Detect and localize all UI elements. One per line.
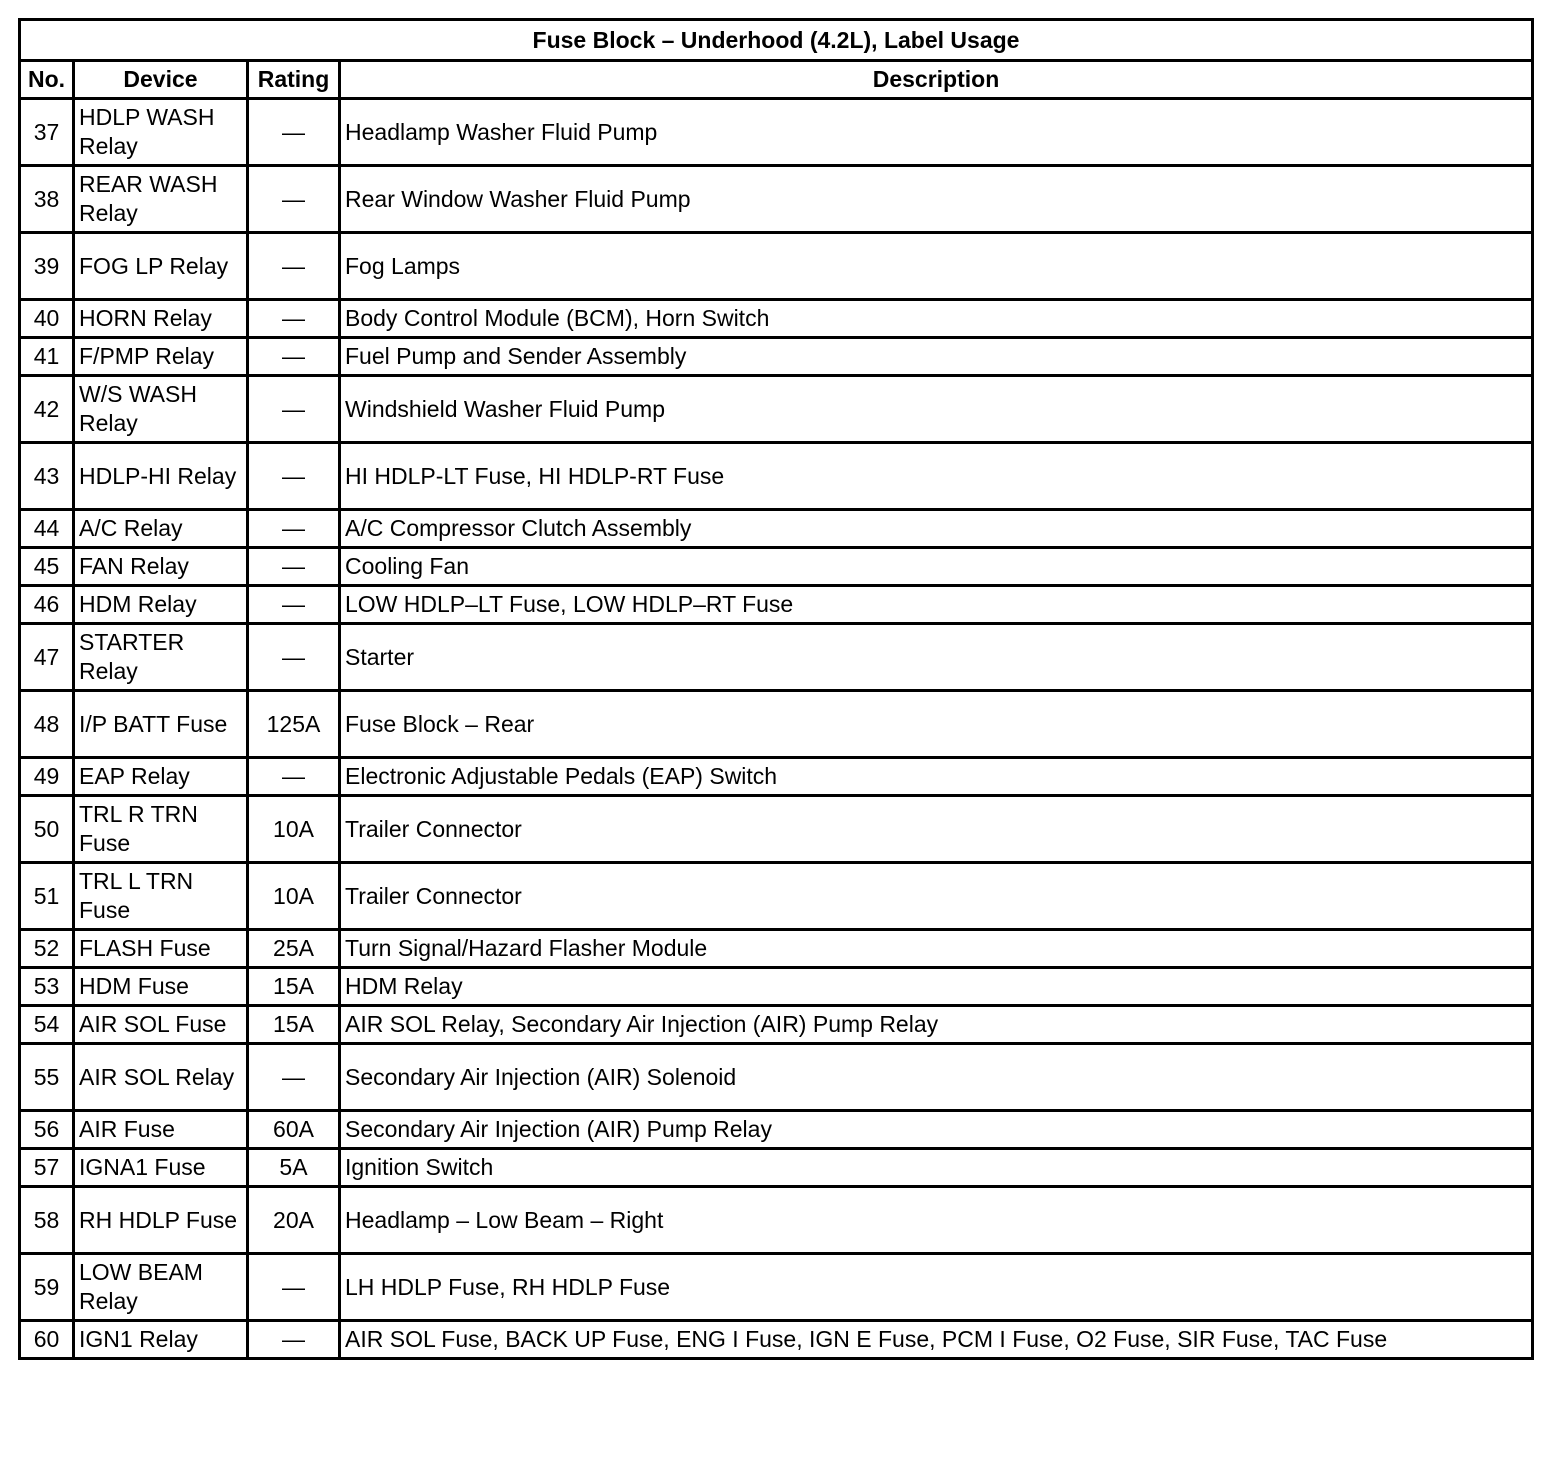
table-row <box>20 968 1533 1006</box>
table-row <box>20 1254 1533 1321</box>
cell-rating: 10A <box>248 796 340 863</box>
cell-device: F/PMP Relay <box>74 338 248 376</box>
cell-no: 48 <box>20 691 74 758</box>
table-row <box>20 586 1533 624</box>
cell-device: LOW BEAM Relay <box>74 1254 248 1321</box>
cell-description: Electronic Adjustable Pedals (EAP) Switch <box>340 758 1533 796</box>
cell-description: HDM Relay <box>340 968 1533 1006</box>
cell-no: 58 <box>20 1187 74 1254</box>
cell-rating: 20A <box>248 1187 340 1254</box>
cell-description: LH HDLP Fuse, RH HDLP Fuse <box>340 1254 1533 1321</box>
cell-description: Ignition Switch <box>340 1149 1533 1187</box>
table-row <box>20 338 1533 376</box>
cell-no: 46 <box>20 586 74 624</box>
cell-description: Windshield Washer Fluid Pump <box>340 376 1533 443</box>
header-rating: Rating <box>248 61 340 99</box>
table-row <box>20 863 1533 930</box>
table-row <box>20 510 1533 548</box>
cell-no: 55 <box>20 1044 74 1111</box>
cell-rating: 125A <box>248 691 340 758</box>
cell-description: Starter <box>340 624 1533 691</box>
cell-device: REAR WASH Relay <box>74 166 248 233</box>
cell-no: 45 <box>20 548 74 586</box>
cell-device: W/S WASH Relay <box>74 376 248 443</box>
table-body <box>20 99 1533 1359</box>
cell-description: Fog Lamps <box>340 233 1533 300</box>
cell-device: IGN1 Relay <box>74 1321 248 1359</box>
table-row <box>20 548 1533 586</box>
cell-description: AIR SOL Relay, Secondary Air Injection (AIR) Pump Relay <box>340 1006 1533 1044</box>
cell-no: 43 <box>20 443 74 510</box>
cell-description: LOW HDLP–LT Fuse, LOW HDLP–RT Fuse <box>340 586 1533 624</box>
cell-no: 40 <box>20 300 74 338</box>
cell-no: 60 <box>20 1321 74 1359</box>
cell-description: A/C Compressor Clutch Assembly <box>340 510 1533 548</box>
table-row <box>20 1006 1533 1044</box>
cell-description: Trailer Connector <box>340 796 1533 863</box>
cell-rating: — <box>248 1044 340 1111</box>
table-row <box>20 796 1533 863</box>
table-row <box>20 1321 1533 1359</box>
cell-rating: 60A <box>248 1111 340 1149</box>
cell-no: 54 <box>20 1006 74 1044</box>
cell-no: 51 <box>20 863 74 930</box>
cell-rating: — <box>248 300 340 338</box>
cell-device: HORN Relay <box>74 300 248 338</box>
cell-rating: 10A <box>248 863 340 930</box>
cell-device: FAN Relay <box>74 548 248 586</box>
header-no: No. <box>20 61 74 99</box>
cell-rating: 15A <box>248 968 340 1006</box>
cell-rating: — <box>248 1321 340 1359</box>
cell-rating: — <box>248 758 340 796</box>
table-row <box>20 233 1533 300</box>
cell-device: TRL L TRN Fuse <box>74 863 248 930</box>
cell-device: HDM Relay <box>74 586 248 624</box>
cell-device: A/C Relay <box>74 510 248 548</box>
table-title: Fuse Block – Underhood (4.2L), Label Usage <box>20 20 1533 61</box>
cell-description: Fuel Pump and Sender Assembly <box>340 338 1533 376</box>
title-row <box>20 20 1533 61</box>
table-row <box>20 1149 1533 1187</box>
header-device: Device <box>74 61 248 99</box>
cell-no: 44 <box>20 510 74 548</box>
cell-description: Body Control Module (BCM), Horn Switch <box>340 300 1533 338</box>
cell-device: AIR SOL Relay <box>74 1044 248 1111</box>
table-row <box>20 1111 1533 1149</box>
table-row <box>20 443 1533 510</box>
cell-no: 56 <box>20 1111 74 1149</box>
table-row <box>20 930 1533 968</box>
cell-no: 53 <box>20 968 74 1006</box>
cell-description: AIR SOL Fuse, BACK UP Fuse, ENG I Fuse, IGN E Fuse, PCM I Fuse, O2 Fuse, SIR Fuse, TAC Fuse <box>340 1321 1533 1359</box>
cell-rating: — <box>248 1254 340 1321</box>
cell-no: 49 <box>20 758 74 796</box>
cell-no: 39 <box>20 233 74 300</box>
cell-description: Cooling Fan <box>340 548 1533 586</box>
table-row <box>20 1187 1533 1254</box>
cell-device: HDLP-HI Relay <box>74 443 248 510</box>
cell-device: RH HDLP Fuse <box>74 1187 248 1254</box>
fuse-usage-table <box>18 18 1534 1360</box>
cell-no: 41 <box>20 338 74 376</box>
cell-description: Trailer Connector <box>340 863 1533 930</box>
cell-no: 42 <box>20 376 74 443</box>
cell-rating: — <box>248 510 340 548</box>
cell-description: Turn Signal/Hazard Flasher Module <box>340 930 1533 968</box>
cell-rating: — <box>248 99 340 166</box>
table-row <box>20 758 1533 796</box>
cell-device: HDLP WASH Relay <box>74 99 248 166</box>
cell-device: IGNA1 Fuse <box>74 1149 248 1187</box>
cell-device: TRL R TRN Fuse <box>74 796 248 863</box>
table-row <box>20 300 1533 338</box>
cell-rating: — <box>248 376 340 443</box>
cell-rating: — <box>248 443 340 510</box>
cell-device: STARTER Relay <box>74 624 248 691</box>
cell-rating: 5A <box>248 1149 340 1187</box>
cell-rating: — <box>248 624 340 691</box>
table-row <box>20 376 1533 443</box>
cell-device: FLASH Fuse <box>74 930 248 968</box>
cell-description: HI HDLP-LT Fuse, HI HDLP-RT Fuse <box>340 443 1533 510</box>
cell-device: HDM Fuse <box>74 968 248 1006</box>
cell-device: FOG LP Relay <box>74 233 248 300</box>
cell-description: Secondary Air Injection (AIR) Pump Relay <box>340 1111 1533 1149</box>
cell-device: AIR Fuse <box>74 1111 248 1149</box>
cell-no: 38 <box>20 166 74 233</box>
cell-rating: — <box>248 548 340 586</box>
cell-device: I/P BATT Fuse <box>74 691 248 758</box>
cell-rating: — <box>248 166 340 233</box>
cell-rating: — <box>248 233 340 300</box>
cell-no: 52 <box>20 930 74 968</box>
cell-description: Headlamp – Low Beam – Right <box>340 1187 1533 1254</box>
header-description: Description <box>340 61 1533 99</box>
table-row <box>20 166 1533 233</box>
cell-rating: 15A <box>248 1006 340 1044</box>
table-row <box>20 99 1533 166</box>
cell-rating: — <box>248 586 340 624</box>
cell-no: 47 <box>20 624 74 691</box>
table-row <box>20 624 1533 691</box>
cell-device: EAP Relay <box>74 758 248 796</box>
cell-description: Fuse Block – Rear <box>340 691 1533 758</box>
header-row <box>20 61 1533 99</box>
cell-description: Rear Window Washer Fluid Pump <box>340 166 1533 233</box>
cell-description: Secondary Air Injection (AIR) Solenoid <box>340 1044 1533 1111</box>
table-row <box>20 1044 1533 1111</box>
cell-no: 57 <box>20 1149 74 1187</box>
cell-no: 50 <box>20 796 74 863</box>
cell-no: 59 <box>20 1254 74 1321</box>
cell-device: AIR SOL Fuse <box>74 1006 248 1044</box>
table-row <box>20 691 1533 758</box>
cell-rating: — <box>248 338 340 376</box>
cell-description: Headlamp Washer Fluid Pump <box>340 99 1533 166</box>
cell-rating: 25A <box>248 930 340 968</box>
cell-no: 37 <box>20 99 74 166</box>
